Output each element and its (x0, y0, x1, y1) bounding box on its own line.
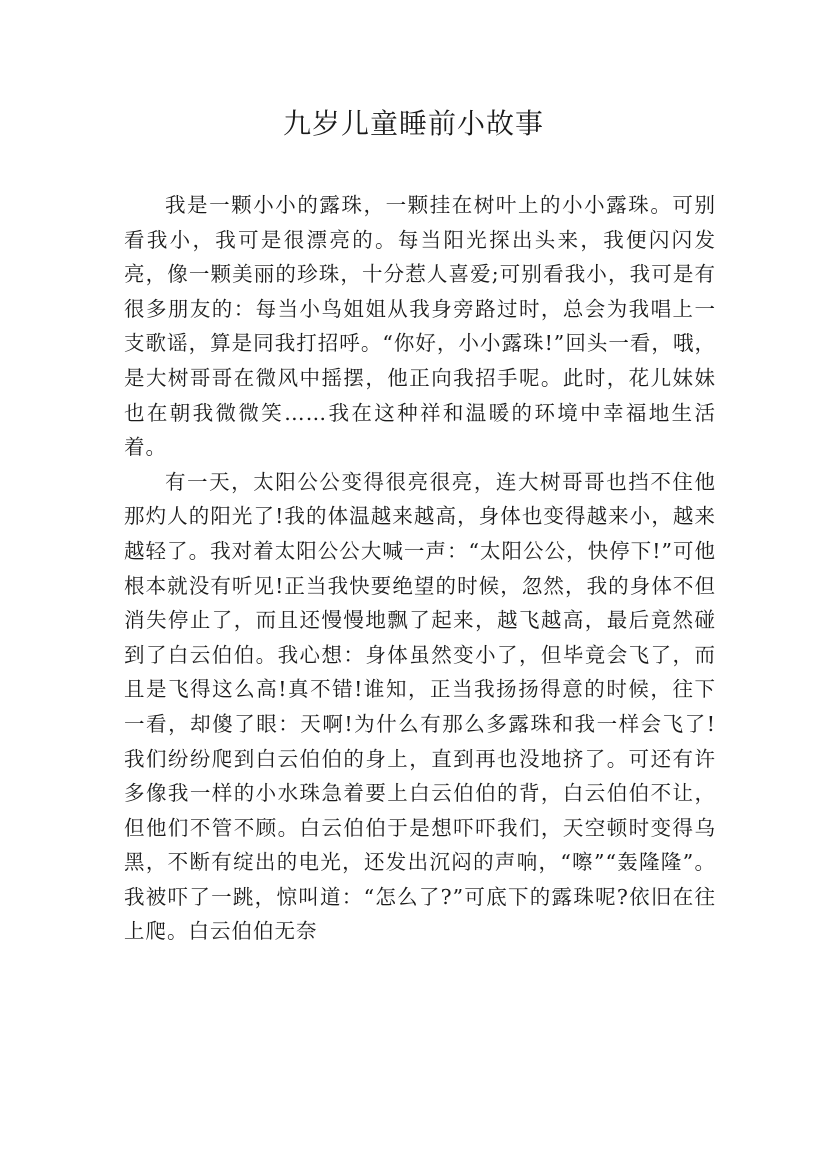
document-body (124, 188, 716, 949)
paragraph-1: 我是一颗小小的露珠，一颗挂在树叶上的小小露珠。可别看我小，我可是很漂亮的。每当阳光探出头来，我便闪闪发亮，像一颗美丽的珍珠，十分惹人喜爱;可别看我小，我可是有很多朋友的：每当小鸟姐姐从我身旁路过时，总会为我唱上一支歌谣，算是同我打招呼。“你好，小小露珠!”回头一看，哦，是大树哥哥在微风中摇摆，他正向我招手呢。此时，花儿妹妹也在朝我微微笑……我在这种祥和温暖的环境中幸福地生活着。 (124, 193, 716, 460)
paragraph-2: 有一天，太阳公公变得很亮很亮，连大树哥哥也挡不住他那灼人的阳光了!我的体温越来越高，身体也变得越来小，越来越轻了。我对着太阳公公大喊一声：“太阳公公，快停下!”可他根本就没有听见!正当我快要绝望的时候，忽然，我的身体不但消失停止了，而且还慢慢地飘了起来，越飞越高，最后竟然碰到了白云伯伯。我心想：身体虽然变小了，但毕竟会飞了，而且是飞得这么高!真不错!谁知，正当我扬扬得意的时候，往下一看，却傻了眼：天啊!为什么有那么多露珠和我一样会飞了!我们纷纷爬到白云伯伯的身上，直到再也没地挤了。可还有许多像我一样的小水珠急着要上白云伯伯的背，白云伯伯不让，但他们不管不顾。白云伯伯于是想吓吓我们，天空顿时变得乌黑，不断有绽出的电光，还发出沉闷的声响，“嚓”“轰隆隆”。我被吓了一跳，惊叫道：“怎么了?”可底下的露珠呢?依旧在往上爬。白云伯伯无奈 (124, 469, 716, 944)
document-title: 九岁儿童睡前小故事 (282, 107, 544, 140)
